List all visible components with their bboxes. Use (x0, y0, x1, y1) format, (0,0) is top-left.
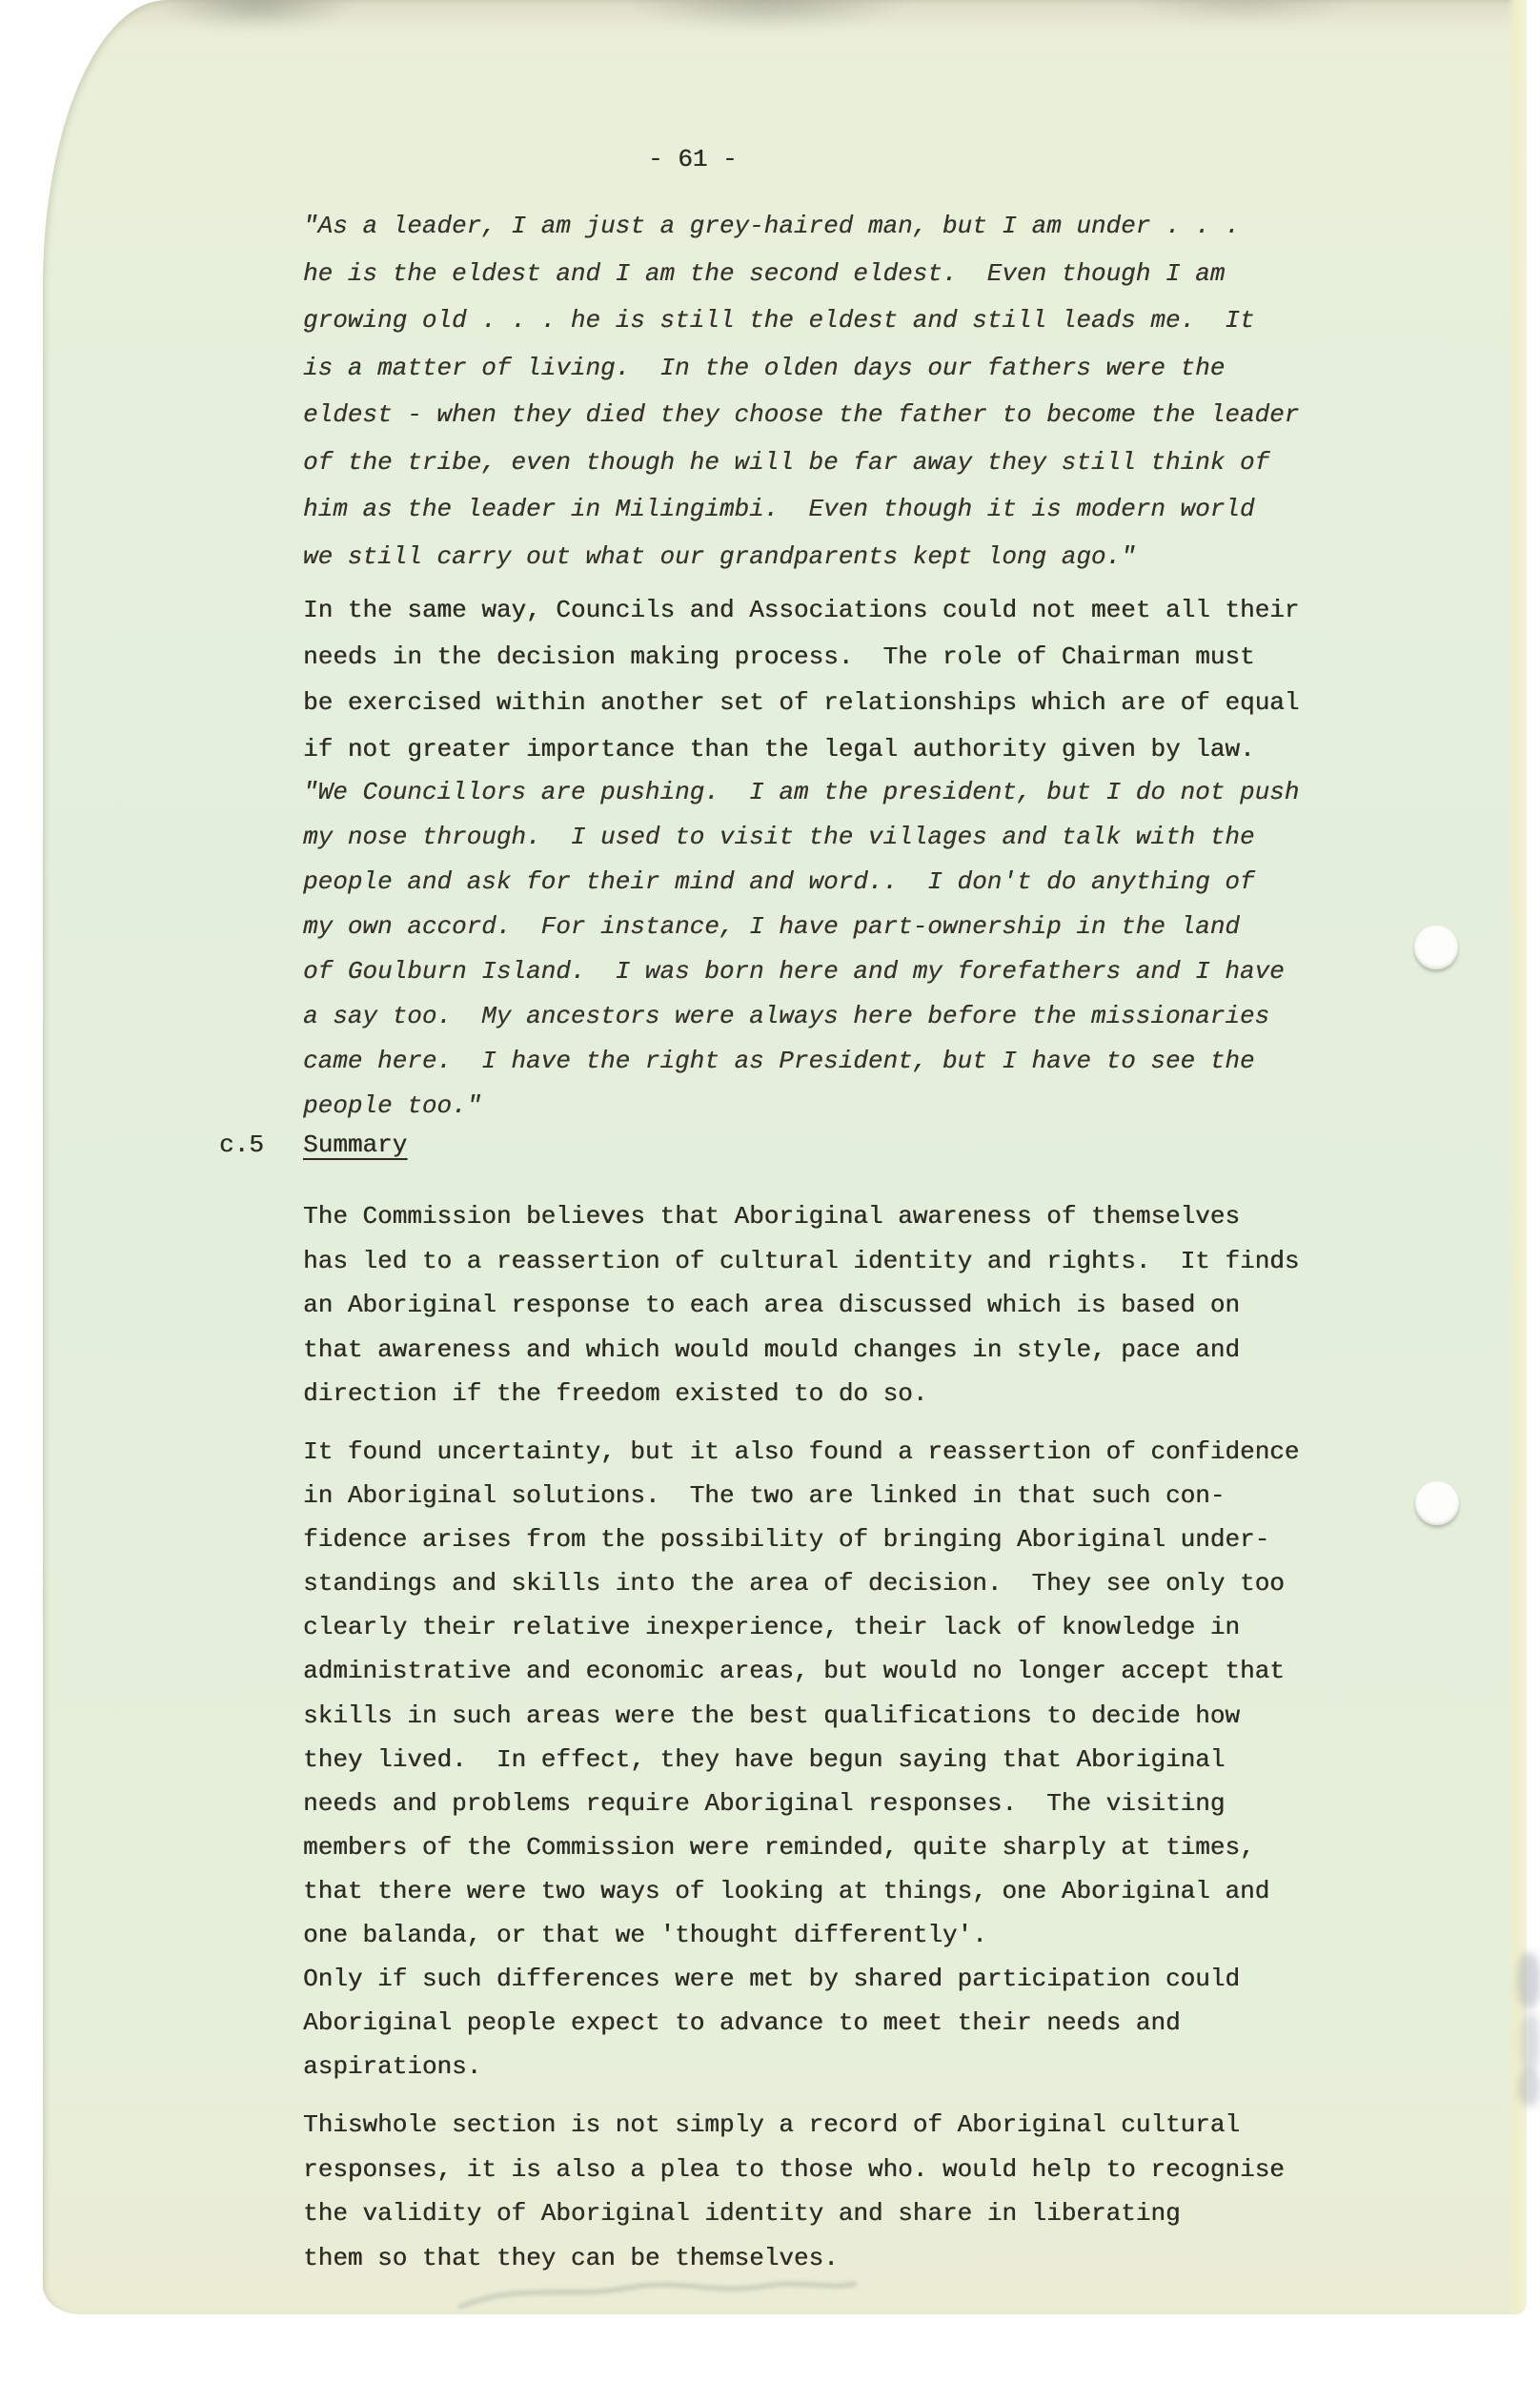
text-line: "As a leader, I am just a grey-haired man, but I am under . . . (303, 212, 1240, 240)
text-line: Aboriginal people expect to advance to meet their needs and (303, 2008, 1181, 2038)
edge-smudge (1520, 2013, 1540, 2072)
text-line: In the same way, Councils and Associations could not meet all their (303, 596, 1300, 624)
text-line: the validity of Aboriginal identity and share in liberating (303, 2199, 1181, 2228)
text-line: needs in the decision making process. The role of Chairman must (303, 642, 1255, 671)
hole-punch (1414, 926, 1458, 969)
text-line: we still carry out what our grandparents kept long ago." (303, 541, 1136, 571)
paragraph-councils (303, 587, 1299, 772)
text-line: direction if the freedom existed to do so. (303, 1379, 928, 1408)
text-line: administrative and economic areas, but would no longer accept that (303, 1657, 1285, 1686)
hole-punch (1415, 1481, 1459, 1525)
document-page (43, 0, 1527, 2314)
text-line: needs and problems require Aboriginal responses. The visiting (303, 1788, 1226, 1818)
text-line: my own accord. For instance, I have part-ownership in the land (303, 912, 1240, 941)
text-line: standings and skills into the area of decision. They see only too (303, 1569, 1285, 1599)
text-line: be exercised within another set of relationships which are of equal (303, 688, 1300, 717)
text-line: aspirations. (303, 2052, 482, 2082)
text-line: one balanda, or that we 'thought differently'. (303, 1921, 987, 1950)
text-line: an Aboriginal response to each area discussed which is based on (303, 1291, 1240, 1319)
text-line: has led to a reassertion of cultural identity and rights. It finds (303, 1246, 1300, 1275)
text-line: him as the leader in Milingimbi. Even though it is modern world (303, 495, 1255, 523)
text-line: clearly their relative inexperience, their lack of knowledge in (303, 1613, 1240, 1642)
summary-paragraph-2 (303, 1430, 1299, 2088)
section-heading (43, 1130, 1527, 1178)
summary-paragraph-1 (303, 1194, 1299, 1416)
quote-block-councillors (303, 770, 1299, 1129)
text-line: fidence arises from the possibility of bringing Aboriginal under- (303, 1525, 1270, 1555)
text-line: growing old . . . he is still the eldest and still leads me. It (303, 306, 1255, 335)
section-number: c.5 (219, 1130, 264, 1159)
text-line: eldest - when they died they choose the father to become the leader (303, 400, 1300, 429)
text-line: he is the eldest and I am the second eldest. Even though I am (303, 258, 1226, 288)
text-line: a say too. My ancestors were always here before the missionaries (303, 1002, 1270, 1030)
text-line: my nose through. I used to visit the villages and talk with the (303, 823, 1255, 851)
text-line: of Goulburn Island. I was born here and my forefathers and I have (303, 957, 1285, 986)
section-title: Summary (303, 1130, 408, 1159)
summary-paragraph-3 (303, 2103, 1285, 2280)
edge-smudge (1517, 1952, 1540, 2009)
text-line: is a matter of living. In the olden days our fathers were the (303, 353, 1226, 382)
text-line: people and ask for their mind and word.. I don't do anything of (303, 867, 1255, 896)
text-line: them so that they can be themselves. (303, 2243, 839, 2272)
text-line: skills in such areas were the best qualifications to decide how (303, 1701, 1240, 1730)
quote-block-leader (303, 203, 1299, 580)
text-line: if not greater importance than the legal authority given by law. (303, 734, 1255, 764)
text-line: they lived. In effect, they have begun saying that Aboriginal (303, 1744, 1226, 1774)
edge-smudge (1518, 2068, 1540, 2107)
text-line: in Aboriginal solutions. The two are linked in that such con- (303, 1481, 1226, 1511)
text-line: It found uncertainty, but it also found a reassertion of confidence (303, 1437, 1300, 1466)
page-number: - 61 - (648, 145, 738, 173)
text-line: The Commission believes that Aboriginal awareness of themselves (303, 1202, 1240, 1231)
text-line: that there were two ways of looking at things, one Aboriginal and (303, 1876, 1270, 1905)
text-line: came here. I have the right as President, but I have to see the (303, 1047, 1255, 1075)
text-line: "We Councillors are pushing. I am the president, but I do not push (303, 778, 1300, 806)
text-line: members of the Commission were reminded, quite sharply at times, (303, 1832, 1255, 1862)
text-line: people too." (303, 1091, 482, 1120)
text-line: Only if such differences were met by shared participation could (303, 1965, 1240, 1994)
ghost-pencil-mark (453, 2267, 862, 2314)
text-line: of the tribe, even though he will be far away they still think of (303, 447, 1270, 477)
text-line: Thiswhole section is not simply a record of Aboriginal cultural (303, 2110, 1240, 2139)
text-line: responses, it is also a plea to those who. would help to recognise (303, 2154, 1285, 2184)
text-line: that awareness and which would mould changes in style, pace and (303, 1334, 1240, 1364)
